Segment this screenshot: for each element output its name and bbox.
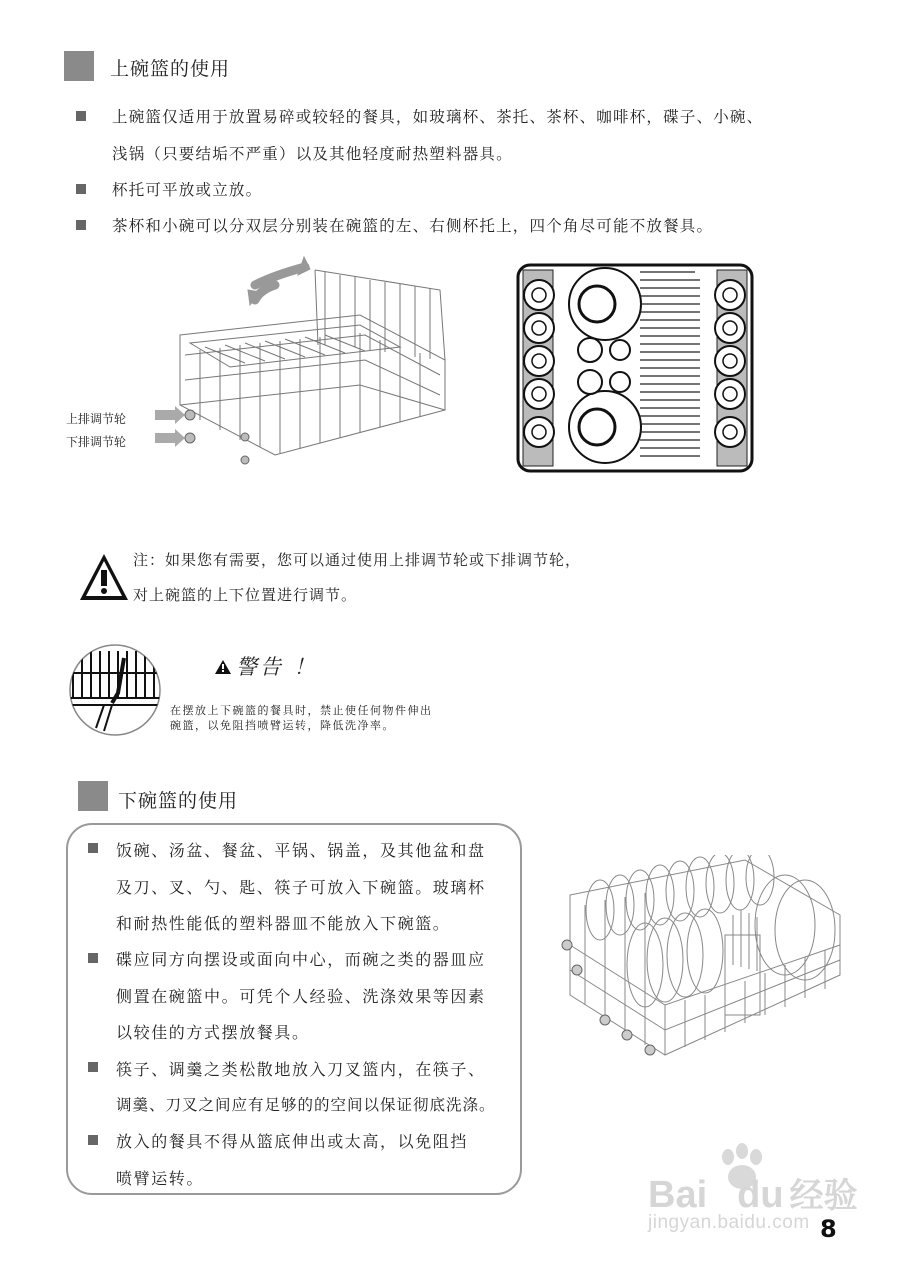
upper-bullet-3: 茶杯和小碗可以分双层分别装在碗篮的左、右侧杯托上，四个角尽可能不放餐具。 [112, 217, 714, 235]
watermark-url: jingyan.baidu.com [648, 1212, 810, 1233]
caution-triangle-icon [78, 552, 130, 602]
watermark-brand-latin: Bai [648, 1174, 708, 1216]
upper-bullet-2: 杯托可平放或立放。 [112, 181, 263, 199]
lower-bullet-1-line-2: 及刀、叉、勺、匙、筷子可放入下碗篮。玻璃杯 [116, 878, 486, 897]
warning-line-1: 在摆放上下碗篮的餐具时，禁止使任何物件伸出 [170, 704, 433, 717]
watermark-brand-latin-2: du [737, 1174, 784, 1216]
watermark-brand-cn: 经验 [789, 1177, 858, 1215]
lower-bullet-3-line-2: 调羹、刀叉之间应有足够的的空间以保证彻底洗涤。 [116, 1096, 496, 1114]
page-number: 8 [820, 1215, 837, 1243]
lower-bullet-1-line-3: 和耐热性能低的塑料器皿不能放入下碗篮。 [116, 914, 451, 933]
upper-wheel-label: 上排调节轮 [66, 412, 127, 426]
upper-bullet-1-line-1: 上碗篮仅适用于放置易碎或较轻的餐具，如玻璃杯、茶托、茶杯、咖啡杯，碟子、小碗、 [112, 108, 764, 126]
bullet-icon [88, 843, 98, 853]
lower-bullet-1-line-1: 饭碗、汤盆、餐盆、平锅、锅盖，及其他盆和盘 [116, 841, 486, 860]
upper-bullet-1-line-2: 浅锅（只要结垢不严重）以及其他轻度耐热塑料器具。 [112, 145, 513, 163]
lower-bullet-2-line-2: 侧置在碗篮中。可凭个人经验、洗涤效果等因素 [116, 987, 486, 1006]
lower-bullet-4-line-2: 喷臂运转。 [116, 1169, 205, 1188]
lower-bullet-2-line-1: 碟应同方向摆设或面向中心，而碗之类的器皿应 [116, 950, 486, 969]
watermark-brand [648, 1168, 858, 1217]
note-line-2: 对上碗篮的上下位置进行调节。 [133, 586, 358, 604]
section-marker [64, 51, 94, 81]
warning-line-2: 碗篮，以免阻挡喷臂运转，降低洗净率。 [170, 719, 395, 732]
bullet-icon [76, 111, 86, 121]
warning-triangle-icon [214, 659, 232, 675]
warning-basket-illustration [68, 643, 162, 737]
warning-title: 警告 ！ [236, 655, 318, 679]
bullet-icon [76, 184, 86, 194]
note-line-1: 注：如果您有需要，您可以通过使用上排调节轮或下排调节轮， [133, 551, 582, 569]
upper-basket-top-view [515, 262, 755, 474]
bullet-icon [88, 1062, 98, 1072]
bullet-icon [76, 220, 86, 230]
lower-wheel-label: 下排调节轮 [66, 435, 127, 449]
lower-bullet-3-line-1: 筷子、调羹之类松散地放入刀叉篮内，在筷子、 [116, 1060, 486, 1079]
section-marker [78, 781, 108, 811]
lower-bullet-4-line-1: 放入的餐具不得从篮底伸出或太高，以免阻挡 [116, 1132, 469, 1151]
lower-bullet-2-line-3: 以较佳的方式摆放餐具。 [116, 1023, 310, 1042]
bullet-icon [88, 953, 98, 963]
lower-section-title: 下碗篮的使用 [118, 790, 239, 812]
bullet-icon [88, 1135, 98, 1145]
lower-basket-illustration [555, 855, 845, 1070]
upper-section-title: 上碗篮的使用 [110, 58, 231, 80]
